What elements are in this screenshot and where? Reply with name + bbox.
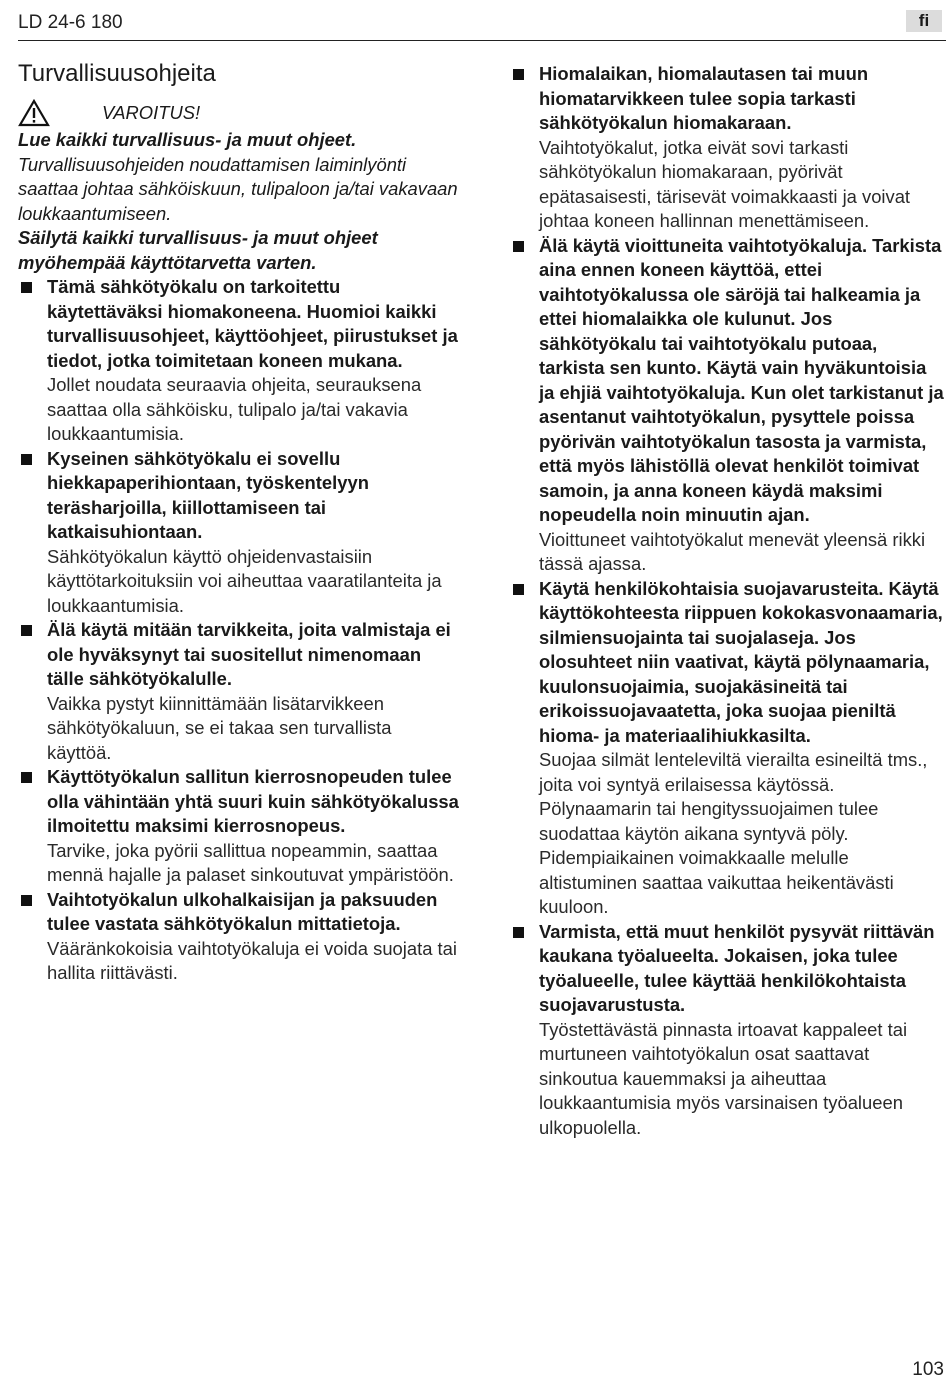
item-heading: Varmista, että muut henkilöt pysyvät riittävän kaukana työalueelta. Jokaisen, joka tulee työalueelle, tulee käyttää henkilökohtaista suojavarustusta. [539,920,935,1015]
item-heading: Käyttötyökalun sallitun kierrosnopeuden tulee olla vähintään yhtä suuri kuin sähkötyökalussa ilmoitettu maksimi kierrosnopeus. [47,766,459,836]
square-bullet-icon [21,625,32,636]
square-bullet-icon [513,241,524,252]
list-item [510,920,946,1141]
list-item [510,577,946,920]
warning-triangle-icon [18,99,50,127]
list-item [510,234,946,577]
list-item [510,62,946,234]
intro-keep-instructions: Säilytä kaikki turvallisuus- ja muut ohjeet myöhempää käyttötarvetta varten. [18,227,378,273]
right-column [510,62,946,1140]
item-heading: Hiomalaikan, hiomalautasen tai muun hiomatarvikkeen tulee sopia tarkasti sähkötyökalun hiomakaraan. [539,63,869,133]
square-bullet-icon [21,772,32,783]
section-title: Turvallisuusohjeita [18,60,216,87]
item-text: Vaihtotyökalut, jotka eivät sovi tarkasti sähkötyökalun hiomakaraan, pyörivät epätasaisesti, tärisevät voimakkaasti ja voivat johtaa koneen hallinnan menettämiseen. [539,136,911,231]
square-bullet-icon [513,584,524,595]
list-item [18,447,460,619]
list-item [18,618,460,765]
item-text: Jollet noudata seuraavia ohjeita, seurauksena saattaa olla sähköisku, tulipalo ja/tai vakavia loukkaantumisia. [47,374,422,444]
item-heading: Kyseinen sähkötyökalu ei sovellu hiekkapaperihiontaan, työskentelyyn teräsharjoilla, kiillottamiseen tai katkaisuhiontaan. [47,447,369,542]
square-bullet-icon [513,927,524,938]
item-heading: Vaihtotyökalun ulkohalkaisijan ja paksuuden tulee vastata sähkötyökalun mittatietoja. [47,888,438,934]
intro-consequences: Turvallisuusohjeiden noudattamisen laiminlyönti saattaa johtaa sähköiskuun, tulipaloon ja/tai vakavaan loukkaantumiseen. [18,153,458,224]
item-text: Vioittuneet vaihtotyökalut menevät yleensä rikki tässä ajassa. [539,528,926,574]
item-heading: Älä käytä mitään tarvikkeita, joita valmistaja ei ole hyväksynyt tai suositellut nimenomaan tälle sähkötyökalulle. [47,619,451,689]
square-bullet-icon [513,69,524,80]
item-text: Vääränkokoisia vaihtotyökaluja ei voida suojata tai hallita riittävästi. [47,937,457,983]
list-item [18,275,460,447]
page-number: 103 [912,1359,944,1380]
item-text: Sähkötyökalun käyttö ohjeidenvastaisiin käyttötarkoituksiin voi aiheuttaa vaaratilanteita ja loukkaantumisia. [47,545,442,616]
item-text: Tarvike, joka pyörii sallittua nopeammin, saattaa mennä hajalle ja palaset sinkoutuvat ympäristöön. [47,839,454,885]
item-heading: Käytä henkilökohtaisia suojavarusteita. Käytä käyttökohteesta riippuen kokokasvonaamaria, silmiensuojainta tai suojalaseja. Jos olosuhteet niin vaativat, käytä pölynaamaria, kuulonsuojaimia, suojakäsineitä tai erikoissuojavaatetta, joka suojaa pieniltä hioma- ja materiaalihiukkasilta. [539,577,943,746]
intro-read-all: Lue kaikki turvallisuus- ja muut ohjeet. [18,129,357,150]
warning-label: VAROITUS! [102,101,201,123]
warning-row [18,98,460,128]
square-bullet-icon [21,282,32,293]
square-bullet-icon [21,454,32,465]
model-name: LD 24-6 180 [18,12,123,33]
list-item [18,765,460,888]
item-text: Työstettävästä pinnasta irtoavat kappaleet tai murtuneen vaihtotyökalun osat saattavat sinkoutua kauemmaksi ja aiheuttaa loukkaantumisia myös varsinaisen työalueen ulkopuolella. [539,1018,908,1138]
item-heading: Älä käytä vioittuneita vaihtotyökaluja. Tarkista aina ennen koneen käyttöä, ettei vaihtotyökalussa ole säröjä tai halkeamia ja ettei hiomalaikka ole kulunut. Jos sähkötyökalu tai vaihtotyökalu putoaa, tarkista sen kunto. Käytä vain hyväkuntoisia ja ehjiä vaihtotyökaluja. Kun olet tarkistanut ja asentanut vaihtotyökalun, pysyttele poissa pyörivän vaihtotyökalun tasosta ja varmista, että myös lähistöllä olevat henkilöt toimivat samoin, ja anna koneen käydä maksimi nopeudella noin minuutin ajan. [539,234,944,525]
page-header [18,10,946,41]
square-bullet-icon [21,895,32,906]
list-item [18,888,460,986]
language-tab: fi [906,10,942,32]
left-column [18,58,460,986]
item-heading: Tämä sähkötyökalu on tarkoitettu käytettäväksi hiomakoneena. Huomioi kaikki turvallisuusohjeet, käyttöohjeet, piirustukset ja tiedot, jotka toimitetaan koneen mukana. [47,276,458,371]
item-text: Vaikka pystyt kiinnittämään lisätarvikkeen sähkötyökaluun, se ei takaa sen turvallista käyttöä. [47,692,392,763]
item-text: Suojaa silmät lenteleviltä vierailta esineiltä tms., joita voi syntyä erilaisessa käytössä. Pölynaamarin tai hengityssuojaimen tulee suodattaa käytön aikana syntyvä pöly. Pidempiaikainen voimakkaalle melulle altistuminen saattaa vaikuttaa heikentävästi kuuloon. [539,749,928,917]
